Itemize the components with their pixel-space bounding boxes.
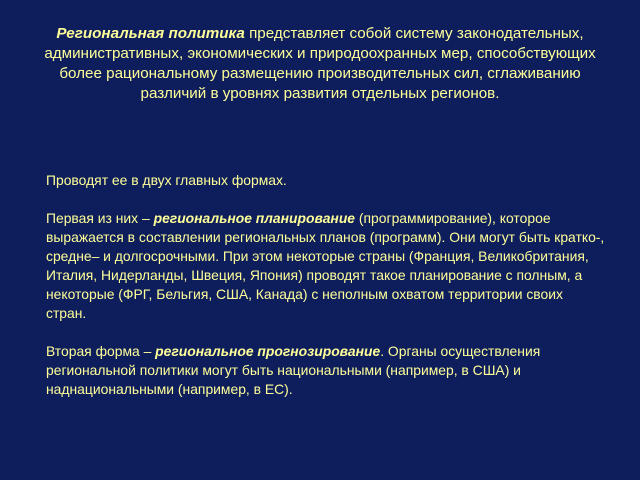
planning-term: региональное планирование bbox=[153, 210, 356, 226]
paragraph-forecasting bbox=[46, 342, 606, 399]
paragraph-forms bbox=[46, 171, 606, 190]
planning-text: (программирование), которое выражается в составлении региональных планов (программ). Они могут быть кратко-, средне– и долгосрочными. При этом некоторые страны (Франция, Великобритания, Италия, Нидерланды, Швеция, Япония) проводят такое планирование с полным, а некоторые (ФРГ, Бельгия, США, Канада) с неполным охватом территории своих стран. bbox=[46, 210, 605, 321]
intro-term: Региональная политика bbox=[56, 25, 245, 42]
forecasting-text: . Органы осуществления региональной политики могут быть национальными (например, в США) и наднациональными (например, в ЕС). bbox=[46, 343, 541, 397]
planning-lead: Первая из них – bbox=[46, 210, 154, 226]
paragraph-forms-text: Проводят ее в двух главных формах. bbox=[46, 172, 287, 188]
intro-paragraph bbox=[38, 24, 602, 104]
forecasting-lead: Вторая форма – bbox=[46, 343, 156, 359]
body-text bbox=[46, 171, 606, 418]
forecasting-term: региональное прогнозирование bbox=[155, 343, 381, 359]
intro-text: представляет собой систему законодательных, административных, экономических и природоохранных мер, способствующих более рациональному размещению производительных сил, сглаживанию различий в уровнях развития отдельных регионов. bbox=[44, 25, 596, 102]
paragraph-planning bbox=[46, 209, 606, 323]
